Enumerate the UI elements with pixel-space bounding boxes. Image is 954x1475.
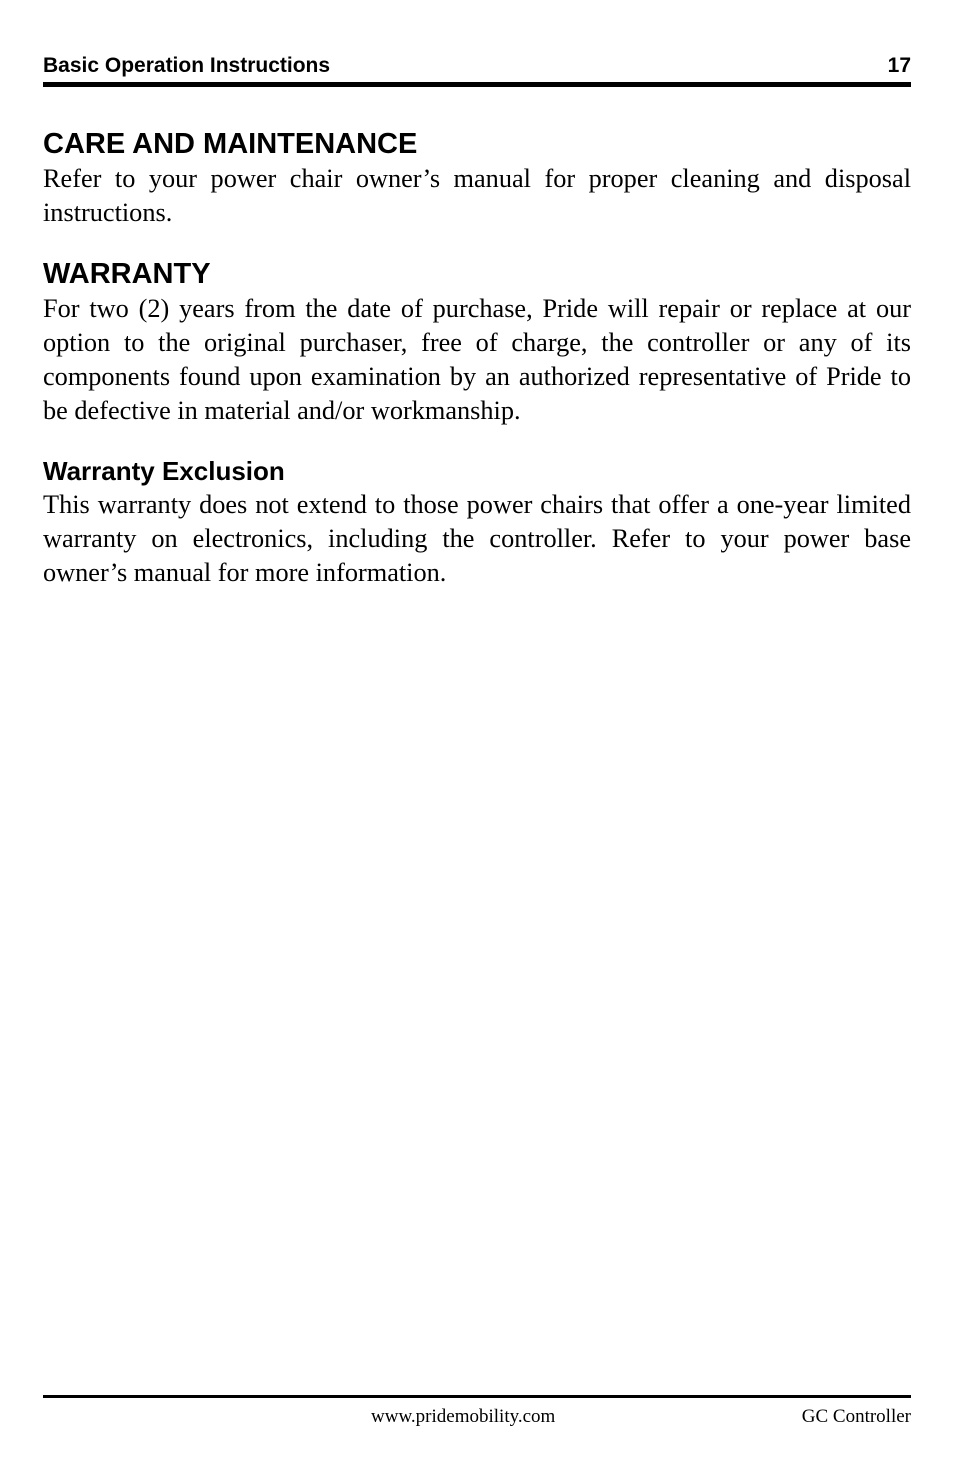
footer-divider	[43, 1395, 911, 1398]
header-title: Basic Operation Instructions	[43, 54, 331, 77]
header-divider	[43, 82, 911, 87]
page-header	[43, 52, 911, 86]
section-body: For two (2) years from the date of purchase, Pride will repair or replace at our option to the original purchaser, free of charge, the controller or any of its components found upon examination by an authorized representative of Pride to be defective in material and/or workmanship.	[43, 294, 911, 425]
document-page	[43, 0, 911, 1475]
footer-product-name: GC Controller	[801, 1406, 911, 1427]
section-warranty	[43, 256, 911, 428]
section-body: Refer to your power chair owner’s manual for proper cleaning and disposal instructions.	[43, 164, 911, 227]
section-heading: WARRANTY	[43, 258, 211, 290]
page-number: 17	[887, 54, 911, 77]
page-content	[43, 126, 911, 610]
footer-url: www.pridemobility.com	[371, 1406, 556, 1427]
section-care-and-maintenance	[43, 126, 911, 230]
section-warranty-exclusion	[43, 454, 911, 590]
section-heading: CARE AND MAINTENANCE	[43, 128, 418, 160]
subsection-heading: Warranty Exclusion	[43, 456, 285, 486]
section-body: This warranty does not extend to those power chairs that offer a one-year limited warranty on electronics, including the controller. Refer to your power base owner’s manual for more information.	[43, 490, 911, 587]
